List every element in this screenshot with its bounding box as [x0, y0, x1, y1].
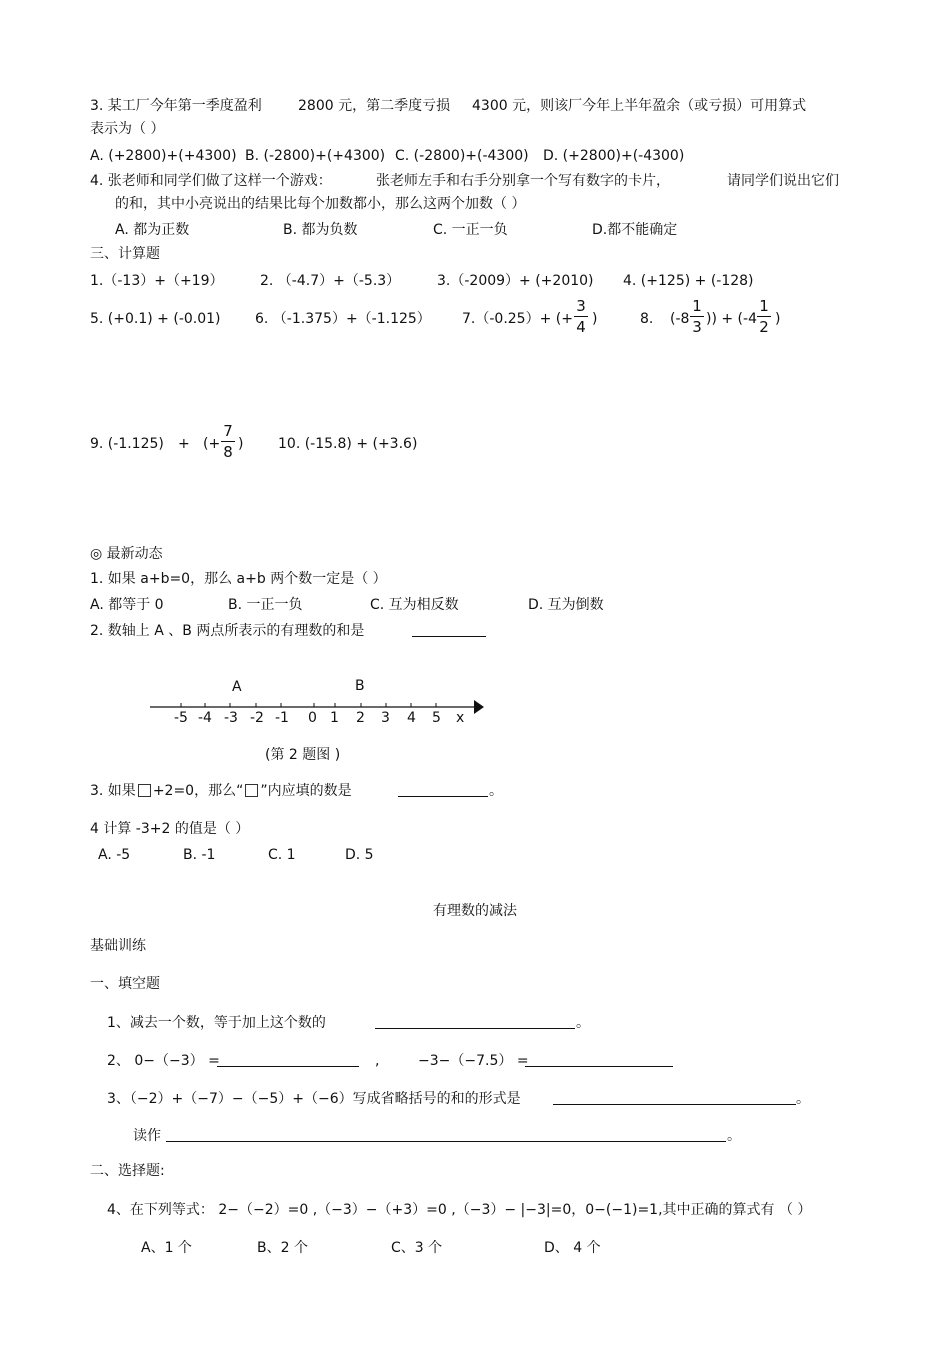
fill-q3: 3、（−2）+（−7）−（−5）+（−6）写成省略括号的和的形式是 [107, 1091, 521, 1107]
calc-item-6: 6. （-1.375）+（-1.125） [255, 311, 431, 327]
tick-label: 1 [330, 710, 339, 726]
tick-label: 3 [381, 710, 390, 726]
latest-q3-part-c: ”内应填的数是 [260, 783, 352, 799]
axis-label-x: x [456, 710, 465, 726]
figure-caption: (第 2 题图 ) [265, 747, 341, 763]
fraction-numerator: 1 [692, 297, 702, 315]
empty-box-icon [245, 784, 258, 797]
choice-q4-option-b: B、2 个 [257, 1240, 308, 1256]
latest-q4-option-d: D. 5 [345, 847, 374, 863]
q4-text-a: 4. 张老师和同学们做了这样一个游戏： [90, 173, 332, 189]
calc-item-8-part-a: (-8 [670, 311, 690, 327]
latest-q4-option-a: A. -5 [98, 847, 131, 863]
tick-label: 2 [356, 710, 365, 726]
tick-label: -3 [224, 710, 238, 726]
fraction-7-8 [221, 422, 235, 461]
answer-blank[interactable] [398, 796, 488, 797]
q4-option-c: C. 一正一负 [433, 222, 508, 238]
q4-option-b: B. 都为负数 [283, 222, 358, 238]
calc-item-7: 7.（-0.25）+ (+ [462, 311, 573, 327]
fill-q2-comma: , [375, 1053, 380, 1069]
latest-heading: ◎ 最新动态 [90, 546, 163, 562]
tick-label: 4 [407, 710, 416, 726]
answer-blank[interactable] [375, 1028, 575, 1029]
choice-q4: 4、在下列等式： 2−（−2）=0 ,（−3）−（+3）=0 ,（−3）− |−3|=0，0−(−1)=1,其中正确的算式有 （ ） [107, 1202, 812, 1218]
calc-item-5: 5. (+0.1) + (-0.01) [90, 311, 221, 327]
q3-text-b: 2800 元，第二季度亏损 [298, 98, 451, 114]
answer-blank[interactable] [525, 1066, 673, 1067]
fill-heading: 一、填空题 [90, 976, 160, 992]
fill-q3-end: 。 [796, 1091, 810, 1107]
basic-training-heading: 基础训练 [90, 938, 146, 954]
q3-text-c: 4300 元，则该厂今年上半年盈余（或亏损）可用算式 [472, 98, 807, 114]
fraction-denominator: 3 [692, 318, 702, 336]
calc-item-7-close: ) [592, 311, 598, 327]
fill-q1-end: 。 [576, 1015, 590, 1031]
fill-q3-read-end: 。 [727, 1128, 741, 1144]
calc-item-8-close: ) [775, 311, 781, 327]
calc-item-9-open: (+ [203, 436, 221, 452]
q4-option-a: A. 都为正数 [115, 222, 190, 238]
q3-option-c: C. (-2800)+(-4300) [395, 148, 529, 164]
choice-q4-option-d: D、 4 个 [544, 1240, 601, 1256]
q3-option-d: D. (+2800)+(-4300) [543, 148, 685, 164]
calc-item-9-close: ) [238, 436, 244, 452]
choice-q4-option-c: C、3 个 [391, 1240, 443, 1256]
answer-blank[interactable] [412, 636, 486, 637]
fraction-denominator: 8 [223, 443, 233, 461]
latest-q1-option-a: A. 都等于 0 [90, 597, 164, 613]
latest-q3-part-a: 3. 如果 [90, 783, 136, 799]
point-label-b: B [355, 678, 365, 694]
latest-q3-end: 。 [489, 783, 503, 799]
fraction-bar [690, 316, 704, 317]
q4-option-d: D.都不能确定 [592, 222, 678, 238]
tick-label: 5 [432, 710, 441, 726]
calc-item-3: 3.（-2009）+ (+2010) [437, 273, 594, 289]
section-title: 有理数的减法 [433, 903, 517, 919]
q4-text-b: 张老师左手和右手分别拿一个写有数字的卡片， [376, 173, 670, 189]
answer-blank[interactable] [217, 1066, 359, 1067]
choice-q4-option-a: A、1 个 [141, 1240, 192, 1256]
fill-q2-b: −3−（−7.5） = [418, 1053, 529, 1069]
fraction-bar [221, 441, 235, 442]
calc-item-2: 2. （-4.7）+（-5.3） [260, 273, 401, 289]
latest-q3 [90, 782, 352, 800]
latest-q1-option-b: B. 一正一负 [228, 597, 303, 613]
calc-heading: 三、计算题 [90, 246, 160, 262]
calc-item-9: 9. (-1.125) [90, 436, 164, 452]
fraction-bar [574, 316, 588, 317]
calc-item-8-part-b: )) + (-4 [706, 311, 757, 327]
fraction-numerator: 3 [576, 297, 586, 315]
latest-q4-option-b: B. -1 [183, 847, 216, 863]
fraction-denominator: 2 [759, 318, 769, 336]
latest-q1-option-d: D. 互为倒数 [528, 597, 604, 613]
latest-q4-option-c: C. 1 [268, 847, 296, 863]
fraction-numerator: 7 [223, 422, 233, 440]
answer-blank[interactable] [166, 1141, 726, 1142]
tick-label: 0 [308, 710, 317, 726]
latest-q3-part-b: +2=0，那么“ [152, 783, 244, 799]
latest-q2: 2. 数轴上 A 、B 两点所表示的有理数的和是 [90, 623, 365, 639]
fill-q3-read: 读作 [133, 1128, 161, 1144]
q4-text-c: 请同学们说出它们 [727, 173, 839, 189]
point-label-a: A [232, 679, 242, 695]
answer-blank[interactable] [553, 1104, 796, 1105]
fraction-3-4 [574, 297, 588, 336]
latest-q1-option-c: C. 互为相反数 [370, 597, 459, 613]
fraction-numerator: 1 [759, 297, 769, 315]
calc-item-9-plus: + [178, 436, 190, 452]
tick-label: -1 [275, 710, 289, 726]
calc-item-10: 10. (-15.8) + (+3.6) [278, 436, 418, 452]
q3-text-a: 3. 某工厂今年第一季度盈利 [90, 98, 262, 114]
q3-option-b: B. (-2800)+(+4300) [245, 148, 386, 164]
q3-text-line2: 表示为（ ） [90, 121, 165, 137]
calc-item-1: 1.（-13）+（+19） [90, 273, 224, 289]
fraction-1-3 [690, 297, 704, 336]
calc-item-4: 4. (+125) + (-128) [623, 273, 754, 289]
calc-item-8-number: 8. [640, 311, 654, 327]
fraction-denominator: 4 [576, 318, 586, 336]
fill-q1: 1、减去一个数，等于加上这个数的 [107, 1015, 326, 1031]
empty-box-icon [138, 784, 151, 797]
fraction-1-2 [757, 297, 771, 336]
tick-label: -2 [250, 710, 264, 726]
tick-label: -5 [174, 710, 188, 726]
fill-q2-a: 2、 0−（−3） = [107, 1053, 220, 1069]
arrow-icon [474, 700, 484, 714]
latest-q1: 1. 如果 a+b=0，那么 a+b 两个数一定是（ ） [90, 571, 387, 587]
fraction-bar [757, 316, 771, 317]
q3-option-a: A. (+2800)+(+4300) [90, 148, 237, 164]
q4-text-line2: 的和，其中小亮说出的结果比每个加数都小，那么这两个加数（ ） [115, 196, 526, 212]
tick-label: -4 [198, 710, 212, 726]
latest-q4: 4 计算 -3+2 的值是（ ） [90, 821, 250, 837]
choice-heading: 二、选择题: [90, 1163, 165, 1179]
